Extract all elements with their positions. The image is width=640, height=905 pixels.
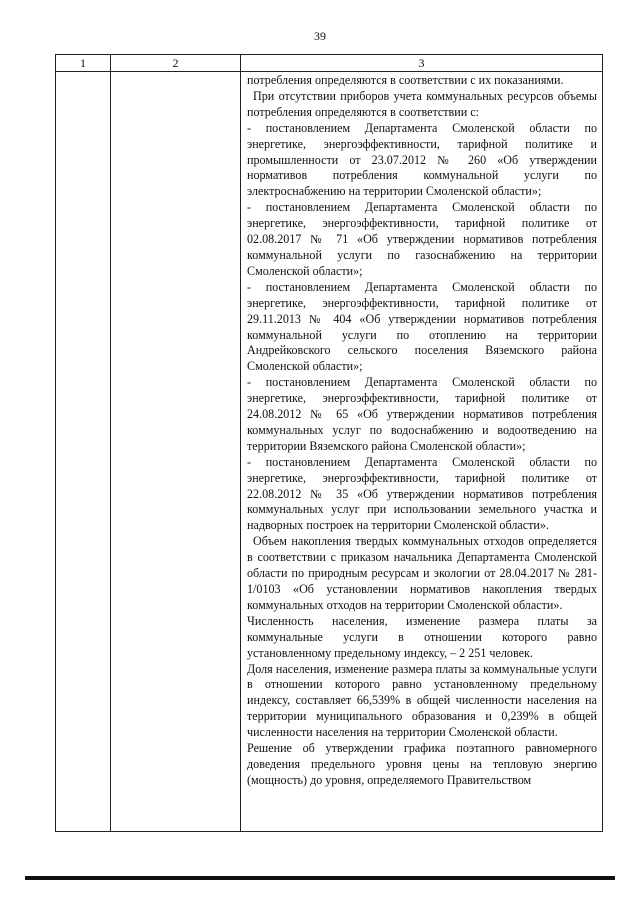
column-header-3: 3 <box>241 55 603 72</box>
column-header-1: 1 <box>56 55 111 72</box>
column-3-cell <box>241 72 603 832</box>
table-header-row <box>56 55 603 72</box>
paragraph: потребления определяются в соответствии с их показаниями. <box>247 73 564 87</box>
paragraph: - постановлением Департамента Смоленской области по энергетике, энергоэффективности, тарифной политике от 02.08.2017 № 71 «Об утверждении нормативов потребления коммунальной услуги по газоснабжению на территории Смоленской области»; <box>247 200 597 278</box>
column-header-2: 2 <box>111 55 241 72</box>
page-number: 39 <box>314 29 326 43</box>
paragraph: - постановлением Департамента Смоленской области по энергетике, энергоэффективности, тарифной политике от 29.11.2013 № 404 «Об утверждении нормативов потребления коммунальной услуги по отоплению на территории Андрейковского сельского поселения Вяземского района Смоленской области»; <box>247 279 597 374</box>
document-table <box>55 54 603 832</box>
paragraph: Доля населения, изменение размера платы за коммунальные услуги в отношении которого равно установленному предельному индексу, составляет 66,539% в общей численности населения на территории муниципального образования и 0,239% в общей численности населения на территории Смоленской области. <box>247 661 597 740</box>
paragraph: Объем накопления твердых коммунальных отходов определяется в соответствии с приказом начальника Департамента Смоленской области по природным ресурсам и экологии от 28.04.2017 № 281-1/0103 «Об установлении нормативов накопления твердых коммунальных отходов на территории Смоленской области». <box>247 534 597 612</box>
table-body-row <box>56 72 603 832</box>
column-3-content <box>241 72 602 831</box>
paragraph: При отсутствии приборов учета коммунальных ресурсов объемы потребления определяются в соответствии с: <box>247 88 597 119</box>
paragraph: - постановлением Департамента Смоленской области по энергетике, энергоэффективности, тарифной политике от 24.08.2012 № 65 «Об утверждении нормативов потребления коммунальных услуг по водоснабжению и водоотведению на территории Вяземского района Смоленской области»; <box>247 375 597 453</box>
footer-rule <box>25 876 615 880</box>
column-2-cell <box>111 72 241 832</box>
paragraph: Решение об утверждении графика поэтапного равномерного доведения предельного уровня цены на тепловую энергию (мощность) до уровня, определяемого Правительством <box>247 741 597 787</box>
paragraph: Численность населения, изменение размера платы за коммунальные услуги в отношении которого равно установленному предельному индексу, – 2 251 человек. <box>247 613 597 660</box>
paragraph: - постановлением Департамента Смоленской области по энергетике, энергоэффективности, тарифной политике от 22.08.2012 № 35 «Об утверждении нормативов потребления коммунальных услуг при использовании земельного участка и надворных построек на территории Смоленской области». <box>247 454 597 533</box>
paragraph: - постановлением Департамента Смоленской области по энергетике, энергоэффективности, тарифной политике и промышленности от 23.07.2012 № 260 «Об утверждении нормативов потребления коммунальной услуги по электроснабжению на территории Смоленской области»; <box>247 120 597 199</box>
column-1-cell <box>56 72 111 832</box>
